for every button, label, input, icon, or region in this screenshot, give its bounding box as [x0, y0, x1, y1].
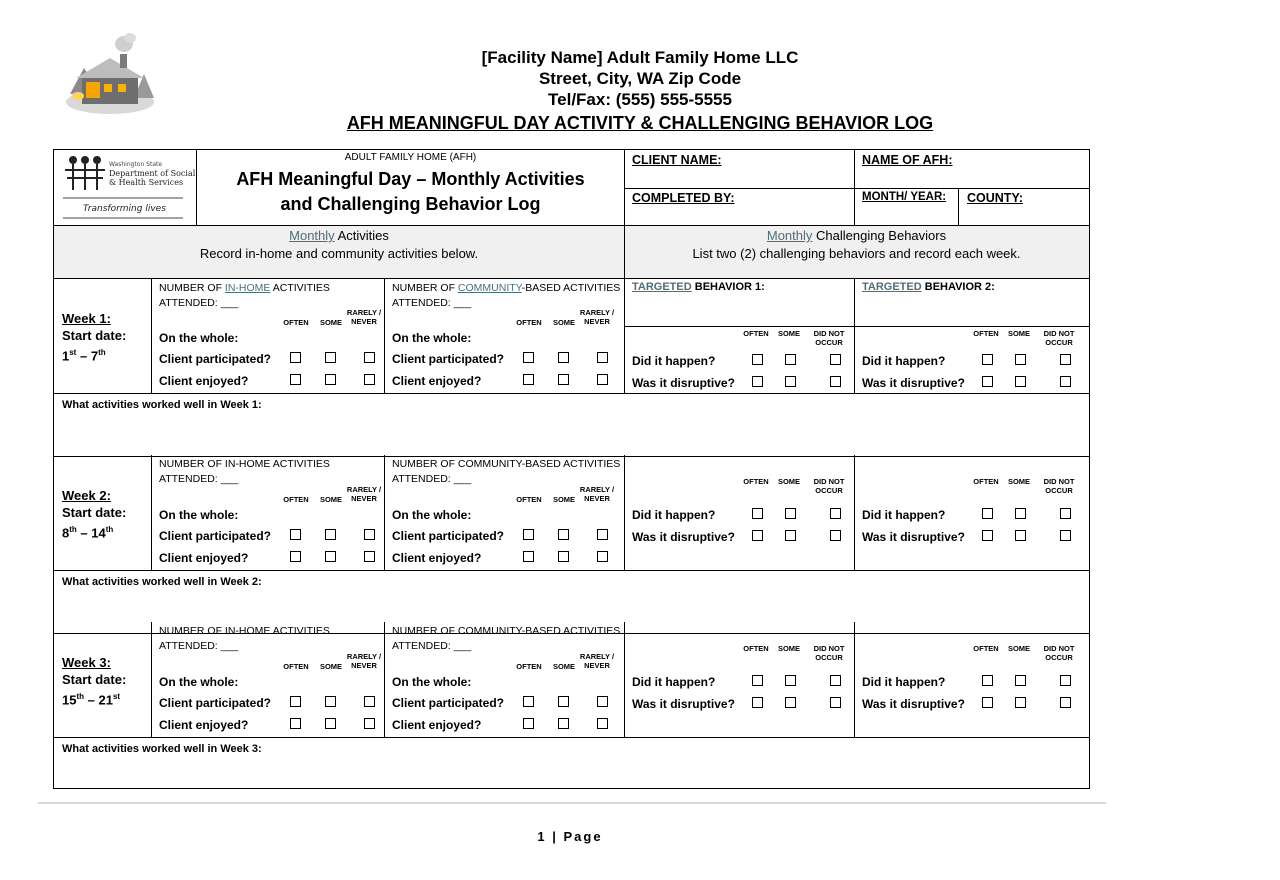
enjoyed-checkbox[interactable]	[558, 374, 569, 385]
week-divider	[151, 622, 152, 737]
date-start: 15	[62, 692, 77, 708]
often-column-label: OFTEN	[743, 329, 769, 338]
date-end-suffix: st	[112, 692, 121, 701]
header-divider-1	[196, 150, 197, 225]
week-divider	[624, 278, 625, 393]
often-column-label: OFTEN	[973, 477, 999, 486]
form-big-title-line1: AFH Meaningful Day – Monthly Activities	[236, 169, 585, 189]
date-sep: –	[76, 348, 91, 364]
client-enjoyed-label: Client enjoyed?	[159, 374, 249, 388]
week-divider	[384, 622, 385, 737]
behavior-1-header[interactable]	[632, 281, 765, 293]
client-enjoyed-label: Client enjoyed?	[392, 718, 482, 732]
often-column-label: OFTEN	[973, 644, 999, 653]
was-it-disruptive-label: Was it disruptive?	[632, 530, 735, 544]
enjoyed-checkbox[interactable]	[364, 551, 375, 562]
community-highlight: COMMUNITY	[457, 282, 522, 294]
happen-checkbox[interactable]	[982, 675, 993, 686]
behavior-1-label: BEHAVIOR 1:	[691, 281, 765, 293]
participated-checkbox[interactable]	[597, 529, 608, 540]
behavior-2-targeted: TARGETED	[862, 281, 922, 293]
client-participated-label: Client participated?	[159, 696, 272, 710]
happen-checkbox[interactable]	[752, 354, 763, 365]
start-date-label: Start date:	[62, 328, 127, 343]
often-column-label: OFTEN	[516, 318, 542, 327]
disruptive-checkbox[interactable]	[1060, 697, 1071, 708]
week-divider	[624, 455, 625, 570]
participated-checkbox[interactable]	[523, 529, 534, 540]
community-suffix: -BASED ACTIVITIES	[521, 282, 621, 294]
did-not-occur-column-label: DID NOT OCCUR	[1043, 477, 1075, 495]
was-it-disruptive-label: Was it disruptive?	[862, 376, 965, 390]
participated-checkbox[interactable]	[325, 352, 336, 363]
happen-checkbox[interactable]	[785, 675, 796, 686]
happen-checkbox[interactable]	[982, 354, 993, 365]
some-column-label: SOME	[319, 318, 343, 327]
happen-checkbox[interactable]	[785, 508, 796, 519]
happen-checkbox[interactable]	[752, 508, 763, 519]
enjoyed-checkbox[interactable]	[597, 374, 608, 385]
disruptive-checkbox[interactable]	[830, 530, 841, 541]
date-start: 8	[62, 525, 70, 541]
some-column-label: SOME	[777, 644, 801, 653]
client-participated-label: Client participated?	[159, 529, 272, 543]
client-enjoyed-label: Client enjoyed?	[392, 374, 482, 388]
in-home-activities-title	[159, 281, 389, 296]
disruptive-checkbox[interactable]	[1015, 376, 1026, 387]
participated-checkbox[interactable]	[597, 352, 608, 363]
participated-checkbox[interactable]	[364, 352, 375, 363]
behavior-2-header[interactable]	[862, 281, 995, 293]
did-not-occur-column-label: DID NOT OCCUR	[813, 329, 845, 347]
dshs-tagline: Transforming lives	[83, 204, 166, 214]
form-big-title	[197, 167, 624, 217]
enjoyed-checkbox[interactable]	[364, 718, 375, 729]
community-attended-field[interactable]: ATTENDED: ___	[392, 473, 472, 485]
happen-checkbox[interactable]	[982, 508, 993, 519]
happen-checkbox[interactable]	[830, 354, 841, 365]
month-year-field[interactable]: MONTH/ YEAR:	[862, 191, 947, 203]
disruptive-checkbox[interactable]	[830, 697, 841, 708]
in-home-activities-title: NUMBER OF IN-HOME ACTIVITIES	[159, 625, 330, 637]
some-column-label: SOME	[777, 477, 801, 486]
enjoyed-checkbox[interactable]	[325, 718, 336, 729]
participated-checkbox[interactable]	[558, 529, 569, 540]
enjoyed-checkbox[interactable]	[558, 551, 569, 562]
client-participated-label: Client participated?	[392, 529, 505, 543]
did-it-happen-label: Did it happen?	[632, 354, 716, 368]
often-column-label: OFTEN	[743, 644, 769, 653]
participated-checkbox[interactable]	[290, 696, 301, 707]
disruptive-checkbox[interactable]	[830, 376, 841, 387]
participated-checkbox[interactable]	[325, 696, 336, 707]
often-column-label: OFTEN	[283, 662, 309, 671]
did-it-happen-label: Did it happen?	[632, 508, 716, 522]
week-bottom-rule	[54, 570, 1089, 571]
some-column-label: SOME	[552, 495, 576, 504]
date-end-suffix: th	[105, 525, 114, 534]
dshs-logo	[61, 154, 196, 220]
some-column-label: SOME	[552, 662, 576, 671]
participated-checkbox[interactable]	[558, 352, 569, 363]
start-date-label: Start date:	[62, 505, 127, 520]
activities-section-title	[54, 227, 624, 263]
client-participated-label: Client participated?	[392, 696, 505, 710]
dshs-health: & Health Services	[109, 178, 184, 187]
dshs-state: Washington State	[109, 161, 163, 168]
participated-checkbox[interactable]	[325, 529, 336, 540]
did-it-happen-label: Did it happen?	[862, 354, 946, 368]
happen-checkbox[interactable]	[830, 675, 841, 686]
rarely-never-column-label: RARELY / NEVER	[579, 485, 615, 503]
in-home-suffix: ACTIVITIES	[270, 282, 330, 294]
behavior-log-form	[53, 149, 1090, 789]
participated-checkbox[interactable]	[523, 352, 534, 363]
date-end: 7	[90, 348, 99, 364]
afh-name-field[interactable]: NAME OF AFH:	[862, 153, 953, 167]
was-it-disruptive-label: Was it disruptive?	[862, 697, 965, 711]
client-enjoyed-label: Client enjoyed?	[159, 718, 249, 732]
enjoyed-checkbox[interactable]	[290, 718, 301, 729]
participated-checkbox[interactable]	[290, 352, 301, 363]
page-separator: |	[546, 829, 564, 844]
disruptive-checkbox[interactable]	[752, 697, 763, 708]
participated-checkbox[interactable]	[597, 696, 608, 707]
facility-address: Street, City, WA Zip Code	[538, 69, 742, 88]
date-range	[62, 344, 126, 364]
week-divider	[624, 622, 625, 737]
enjoyed-checkbox[interactable]	[558, 718, 569, 729]
did-it-happen-label: Did it happen?	[632, 675, 716, 689]
happen-checkbox[interactable]	[1015, 675, 1026, 686]
in-home-attended-field[interactable]: ATTENDED: ___	[159, 297, 239, 309]
week-name: Week 3:	[62, 655, 111, 670]
enjoyed-checkbox[interactable]	[523, 718, 534, 729]
community-attended-field[interactable]: ATTENDED: ___	[392, 640, 472, 652]
participated-checkbox[interactable]	[558, 696, 569, 707]
often-column-label: OFTEN	[516, 662, 542, 671]
behaviors-instruction: List two (2) challenging behaviors and record each week.	[692, 246, 1021, 261]
enjoyed-checkbox[interactable]	[523, 374, 534, 385]
in-home-activities-header	[159, 281, 389, 311]
date-start-suffix: st	[69, 348, 77, 357]
worked-well-field[interactable]: What activities worked well in Week 1:	[62, 399, 262, 411]
date-start-suffix: th	[69, 525, 77, 534]
happen-checkbox[interactable]	[1060, 675, 1071, 686]
week-name: Week 1:	[62, 311, 111, 326]
week-bottom-rule	[54, 737, 1089, 738]
county-field[interactable]: COUNTY:	[967, 191, 1024, 205]
week-divider	[384, 278, 385, 393]
community-activities-title	[392, 281, 622, 296]
date-range	[62, 521, 126, 541]
client-participated-label: Client participated?	[392, 352, 505, 366]
happen-checkbox[interactable]	[1060, 354, 1071, 365]
start-date-label: Start date:	[62, 672, 127, 687]
date-end: 14	[91, 525, 106, 541]
worked-well-field[interactable]: What activities worked well in Week 2:	[62, 576, 262, 588]
worked-well-field[interactable]: What activities worked well in Week 3:	[62, 743, 262, 755]
number-of-text: NUMBER OF	[392, 282, 458, 294]
happen-checkbox[interactable]	[1015, 354, 1026, 365]
some-column-label: SOME	[777, 329, 801, 338]
enjoyed-checkbox[interactable]	[364, 374, 375, 385]
date-range	[62, 688, 126, 708]
date-start-suffix: th	[76, 692, 85, 701]
page-word: Page	[563, 829, 603, 844]
week-label	[62, 310, 126, 364]
community-activities-header	[392, 624, 622, 654]
week-divider	[151, 278, 152, 393]
did-not-occur-column-label: DID NOT OCCUR	[1043, 644, 1075, 662]
often-column-label: OFTEN	[283, 495, 309, 504]
in-home-highlight: IN-HOME	[224, 282, 271, 294]
week-divider	[854, 455, 855, 570]
some-column-label: SOME	[319, 662, 343, 671]
disruptive-checkbox[interactable]	[1015, 530, 1026, 541]
disruptive-checkbox[interactable]	[1015, 697, 1026, 708]
week-bottom-rule	[54, 393, 1089, 394]
some-column-label: SOME	[1007, 477, 1031, 486]
behaviors-rest: Challenging Behaviors	[812, 228, 947, 243]
on-the-whole-label: On the whole:	[159, 675, 239, 689]
in-home-activities-title: NUMBER OF IN-HOME ACTIVITIES	[159, 458, 330, 470]
participated-checkbox[interactable]	[364, 696, 375, 707]
disruptive-checkbox[interactable]	[1060, 530, 1071, 541]
on-the-whole-label: On the whole:	[392, 508, 472, 522]
often-column-label: OFTEN	[973, 329, 999, 338]
happen-checkbox[interactable]	[1015, 508, 1026, 519]
log-title: AFH MEANINGFUL DAY ACTIVITY & CHALLENGING BEHAVIOR LOG	[346, 113, 934, 133]
enjoyed-checkbox[interactable]	[325, 374, 336, 385]
page-footer	[0, 829, 1140, 844]
disruptive-checkbox[interactable]	[1060, 376, 1071, 387]
dshs-dept: Department of Social	[109, 169, 196, 178]
enjoyed-checkbox[interactable]	[290, 374, 301, 385]
client-enjoyed-label: Client enjoyed?	[392, 551, 482, 565]
enjoyed-checkbox[interactable]	[597, 551, 608, 562]
happen-checkbox[interactable]	[752, 675, 763, 686]
enjoyed-checkbox[interactable]	[523, 551, 534, 562]
did-it-happen-label: Did it happen?	[862, 675, 946, 689]
form-small-title: ADULT FAMILY HOME (AFH)	[344, 152, 477, 163]
header-rule-3	[54, 278, 1089, 279]
participated-checkbox[interactable]	[364, 529, 375, 540]
was-it-disruptive-label: Was it disruptive?	[632, 376, 735, 390]
date-end-suffix: th	[98, 348, 106, 357]
activities-instruction: Record in-home and community activities below.	[199, 246, 479, 261]
client-name-field[interactable]: CLIENT NAME:	[632, 153, 722, 167]
often-column-label: OFTEN	[516, 495, 542, 504]
participated-checkbox[interactable]	[523, 696, 534, 707]
often-column-label: OFTEN	[743, 477, 769, 486]
rarely-never-column-label: RARELY / NEVER	[579, 652, 615, 670]
disruptive-checkbox[interactable]	[752, 530, 763, 541]
rarely-never-column-label: RARELY / NEVER	[346, 308, 382, 326]
behavior-2-label: BEHAVIOR 2:	[921, 281, 995, 293]
in-home-attended-field[interactable]: ATTENDED: ___	[159, 473, 239, 485]
date-sep: –	[84, 692, 99, 708]
did-not-occur-column-label: DID NOT OCCUR	[813, 644, 845, 662]
happen-checkbox[interactable]	[830, 508, 841, 519]
week-divider	[151, 455, 152, 570]
some-column-label: SOME	[1007, 329, 1031, 338]
disruptive-checkbox[interactable]	[785, 376, 796, 387]
date-start: 1	[62, 348, 70, 364]
page-number: 1	[537, 829, 547, 844]
did-not-occur-column-label: DID NOT OCCUR	[813, 477, 845, 495]
disruptive-checkbox[interactable]	[785, 530, 796, 541]
some-column-label: SOME	[319, 495, 343, 504]
some-column-label: SOME	[1007, 644, 1031, 653]
disruptive-checkbox[interactable]	[982, 697, 993, 708]
in-home-activities-header	[159, 457, 389, 487]
happen-checkbox[interactable]	[1060, 508, 1071, 519]
disruptive-checkbox[interactable]	[785, 697, 796, 708]
on-the-whole-label: On the whole:	[392, 675, 472, 689]
disruptive-checkbox[interactable]	[982, 530, 993, 541]
week-label	[62, 654, 126, 708]
form-big-title-line2: and Challenging Behavior Log	[280, 194, 541, 214]
header-rule-2	[54, 225, 1089, 226]
enjoyed-checkbox[interactable]	[325, 551, 336, 562]
header-divider-2	[624, 150, 625, 278]
enjoyed-checkbox[interactable]	[290, 551, 301, 562]
activities-monthly: Monthly	[289, 228, 335, 243]
disruptive-checkbox[interactable]	[752, 376, 763, 387]
week-divider	[384, 455, 385, 570]
on-the-whole-label: On the whole:	[159, 508, 239, 522]
date-end: 21	[98, 692, 113, 708]
week-divider	[854, 278, 855, 393]
community-attended-field[interactable]: ATTENDED: ___	[392, 297, 472, 309]
disruptive-checkbox[interactable]	[982, 376, 993, 387]
header-rule-1	[624, 188, 1089, 189]
week-name: Week 2:	[62, 488, 111, 503]
in-home-activities-header	[159, 624, 389, 654]
often-column-label: OFTEN	[283, 318, 309, 327]
community-activities-title: NUMBER OF COMMUNITY-BASED ACTIVITIES	[392, 625, 621, 637]
enjoyed-checkbox[interactable]	[597, 718, 608, 729]
week-label	[62, 487, 126, 541]
client-participated-label: Client participated?	[159, 352, 272, 366]
date-sep: –	[76, 525, 92, 541]
behavior-name-rule	[624, 326, 1089, 327]
header-divider-4	[958, 188, 959, 225]
behavior-1-targeted: TARGETED	[632, 281, 692, 293]
on-the-whole-label: On the whole:	[392, 331, 472, 345]
rarely-never-column-label: RARELY / NEVER	[346, 652, 382, 670]
client-enjoyed-label: Client enjoyed?	[159, 551, 249, 565]
number-of-text: NUMBER OF	[159, 282, 225, 294]
community-activities-title: NUMBER OF COMMUNITY-BASED ACTIVITIES	[392, 458, 621, 470]
some-column-label: SOME	[552, 318, 576, 327]
behaviors-section-title	[624, 227, 1089, 263]
on-the-whole-label: On the whole:	[159, 331, 239, 345]
facility-phone: Tel/Fax: (555) 555-5555	[548, 90, 732, 109]
behaviors-monthly: Monthly	[766, 228, 813, 243]
did-not-occur-column-label: DID NOT OCCUR	[1043, 329, 1075, 347]
was-it-disruptive-label: Was it disruptive?	[632, 697, 735, 711]
week-divider	[854, 622, 855, 737]
community-activities-header	[392, 281, 622, 311]
participated-checkbox[interactable]	[290, 529, 301, 540]
in-home-attended-field[interactable]: ATTENDED: ___	[159, 640, 239, 652]
footer-rule	[38, 802, 1106, 804]
activities-rest: Activities	[334, 228, 389, 243]
community-activities-header	[392, 457, 622, 487]
happen-checkbox[interactable]	[785, 354, 796, 365]
was-it-disruptive-label: Was it disruptive?	[862, 530, 965, 544]
rarely-never-column-label: RARELY / NEVER	[579, 308, 615, 326]
did-it-happen-label: Did it happen?	[862, 508, 946, 522]
facility-name: [Facility Name] Adult Family Home LLC	[481, 48, 799, 67]
completed-by-field[interactable]: COMPLETED BY:	[632, 191, 735, 205]
rarely-never-column-label: RARELY / NEVER	[346, 485, 382, 503]
